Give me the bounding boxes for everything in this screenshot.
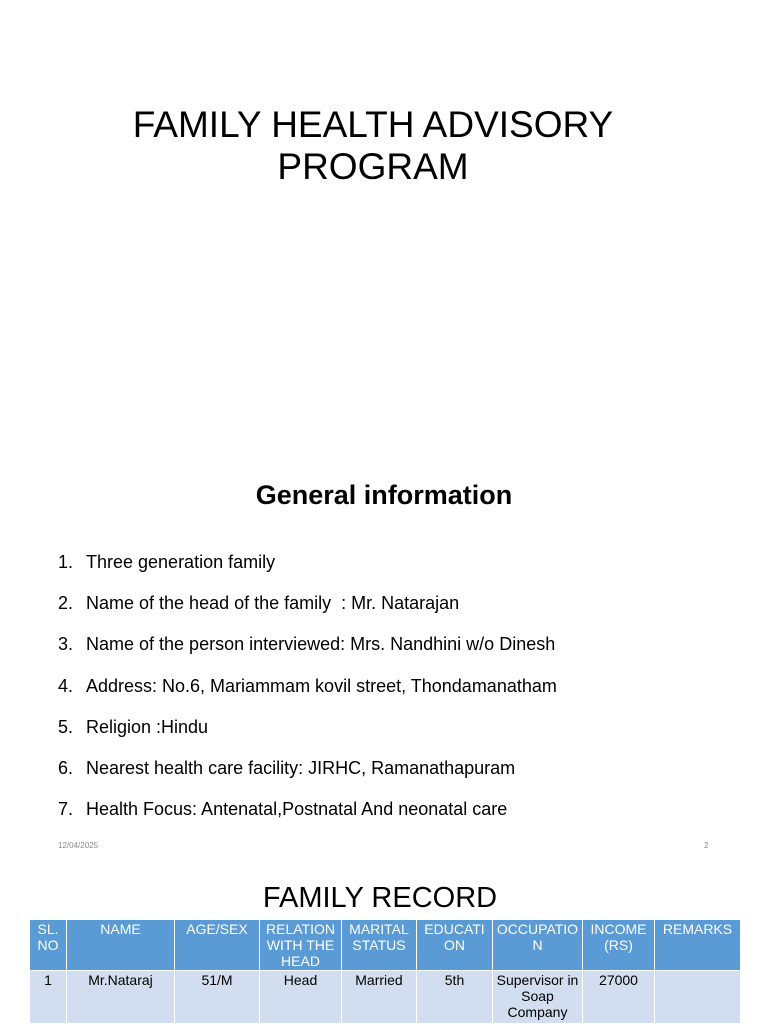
- general-information-list: [58, 549, 738, 837]
- list-item-number: 6.: [58, 757, 74, 778]
- column-header-name: NAME: [67, 920, 175, 971]
- column-header-age-sex: AGE/SEX: [175, 920, 260, 971]
- cell-age-sex: 51/M: [175, 971, 260, 1024]
- list-item-text: Religion :Hindu: [86, 716, 209, 737]
- list-item-text: Address: No.6, Mariammam kovil street, Thondamanatham: [86, 675, 557, 696]
- list-item-text: Name of the person interviewed: Mrs. Nandhini w/o Dinesh: [86, 634, 556, 655]
- cell-slno: 1: [30, 971, 67, 1024]
- list-item: [58, 549, 738, 590]
- list-item-text: Name of the head of the family : Mr. Natarajan: [86, 593, 460, 614]
- page-number: 2: [704, 841, 709, 850]
- column-header-slno: SL. NO: [30, 920, 67, 971]
- list-item-text: Health Focus: Antenatal,Postnatal And neonatal care: [86, 799, 508, 820]
- cell-relation: Head: [260, 971, 342, 1024]
- column-header-marital-status: MARITAL STATUS: [342, 920, 417, 971]
- list-item: [58, 631, 738, 672]
- list-item: [58, 590, 738, 631]
- column-header-remarks: REMARKS: [655, 920, 741, 971]
- column-header-education: EDUCATION: [417, 920, 493, 971]
- list-item-number: 7.: [58, 799, 74, 820]
- list-item-number: 5.: [58, 716, 74, 737]
- cell-marital-status: Married: [342, 971, 417, 1024]
- list-item: [58, 796, 738, 837]
- list-item-number: 1.: [58, 552, 74, 572]
- general-information-heading: General information: [255, 480, 513, 510]
- slide-title-line-1: FAMILY HEALTH ADVISORY: [132, 104, 614, 145]
- list-item: [58, 714, 738, 755]
- cell-name: Mr.Nataraj: [67, 971, 175, 1024]
- table-row: [30, 971, 741, 1024]
- list-item-text: Three generation family: [86, 552, 276, 572]
- cell-income: 27000: [583, 971, 655, 1024]
- slide-title-line-2: PROGRAM: [277, 146, 469, 187]
- column-header-income: INCOME (RS): [583, 920, 655, 971]
- column-header-occupation: OCCUPATION: [493, 920, 583, 971]
- cell-remarks: [655, 971, 741, 1024]
- cell-education: 5th: [417, 971, 493, 1024]
- list-item: [58, 755, 738, 796]
- list-item-number: 4.: [58, 675, 74, 696]
- family-record-title: FAMILY RECORD: [262, 882, 498, 914]
- list-item-number: 3.: [58, 634, 74, 655]
- column-header-relation: RELATION WITH THE HEAD: [260, 920, 342, 971]
- list-item: [58, 673, 738, 714]
- list-item-text: Nearest health care facility: JIRHC, Ramanathapuram: [86, 757, 516, 778]
- slide-title: [40, 104, 706, 188]
- footer-date: 12/04/2025: [58, 841, 99, 850]
- table-header-row: [30, 920, 741, 971]
- cell-occupation: Supervisor in Soap Company: [493, 971, 583, 1024]
- list-item-number: 2.: [58, 593, 74, 614]
- family-record-table: [29, 919, 741, 1024]
